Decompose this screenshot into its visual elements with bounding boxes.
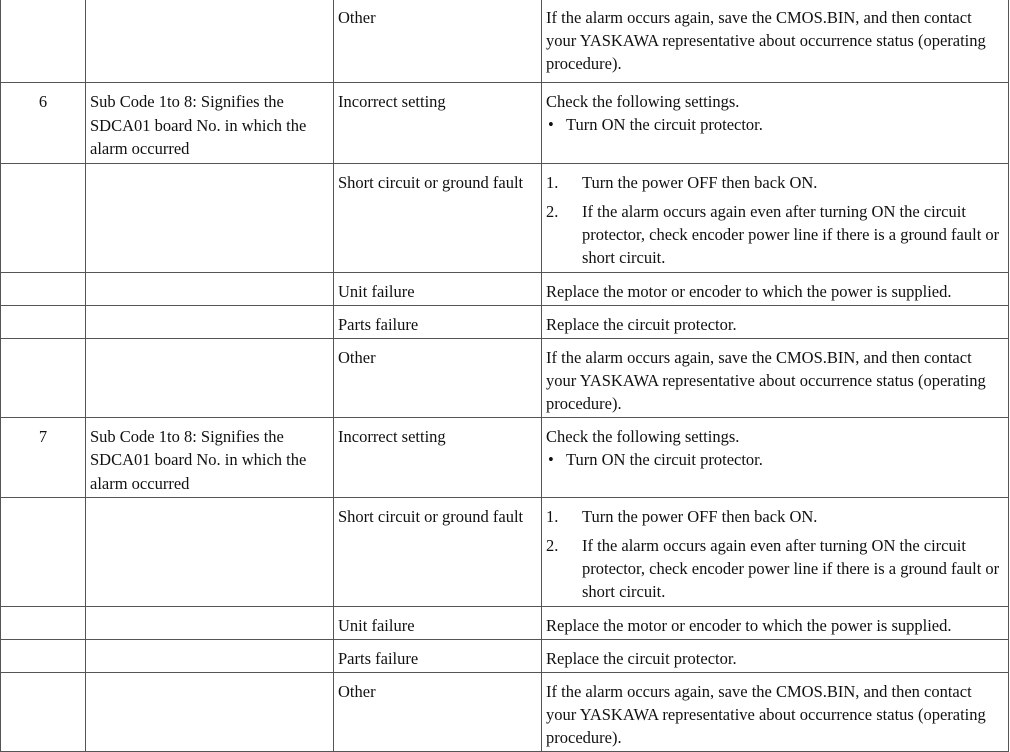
bullet-mark: • (548, 449, 554, 469)
numbered-steps (546, 171, 1004, 269)
sub-code-cell (86, 163, 334, 272)
bullet-item: • Turn ON the circuit protector. (548, 449, 763, 469)
remedy-cell: Replace the circuit protector. (542, 640, 1009, 673)
bullet-mark: • (548, 115, 554, 134)
numbered-steps (546, 505, 1004, 603)
cause-cell: Parts failure (334, 305, 542, 338)
alarm-number-cell (1, 163, 86, 272)
sub-code-cell (86, 607, 334, 640)
sub-code-cell: Sub Code 1to 8: Signifies the SDCA01 board No. in which the alarm occurred (86, 417, 334, 498)
remedy-cell: Replace the motor or encoder to which the power is supplied. (542, 607, 1009, 640)
table-row (1, 498, 1009, 607)
sub-code-cell (86, 640, 334, 673)
sub-code-cell (86, 338, 334, 417)
remedy-cell: Check the following settings. • Turn ON the circuit protector. (542, 83, 1009, 164)
sub-code-cell: Sub Code 1to 8: Signifies the SDCA01 board No. in which the alarm occurred (86, 83, 334, 164)
remedy-cell: Replace the circuit protector. (542, 305, 1009, 338)
table-row (1, 673, 1009, 752)
table-row (1, 0, 1009, 83)
sub-code-cell (86, 272, 334, 305)
remedy-cell (542, 498, 1009, 607)
alarm-number-cell (1, 305, 86, 338)
alarm-number-cell (1, 640, 86, 673)
table-row (1, 417, 1009, 498)
cause-cell: Short circuit or ground fault (334, 498, 542, 607)
table-row (1, 163, 1009, 272)
remedy-cell: If the alarm occurs again, save the CMOS.BIN, and then contact your YASKAWA representative about occurrence status (operating procedure). (542, 0, 1009, 83)
table-row (1, 607, 1009, 640)
step-item: 2. If the alarm occurs again even after turning ON the circuit protector, check encoder power line if there is a ground fault or short circuit. (546, 536, 1000, 601)
table-row (1, 305, 1009, 338)
alarm-number-cell (1, 498, 86, 607)
sub-code-cell (86, 673, 334, 752)
remedy-cell: Check the following settings. • Turn ON the circuit protector. (542, 417, 1009, 498)
alarm-number-cell (1, 272, 86, 305)
remedy-cell: Replace the motor or encoder to which the power is supplied. (542, 272, 1009, 305)
step-item: 2. If the alarm occurs again even after turning ON the circuit protector, check encoder power line if there is a ground fault or short circuit. (546, 201, 1000, 267)
alarm-number-cell (1, 673, 86, 752)
remedy-cell: If the alarm occurs again, save the CMOS.BIN, and then contact your YASKAWA representative about occurrence status (operating procedure). (542, 673, 1009, 752)
bullet-item: • Turn ON the circuit protector. (548, 115, 763, 134)
sub-code-cell (86, 0, 334, 83)
alarm-number-cell (1, 0, 86, 83)
cause-cell: Incorrect setting (334, 417, 542, 498)
sub-code-cell (86, 305, 334, 338)
cause-cell: Parts failure (334, 640, 542, 673)
cause-cell: Other (334, 0, 542, 83)
table-row (1, 272, 1009, 305)
alarm-number-cell (1, 338, 86, 417)
cause-cell: Unit failure (334, 272, 542, 305)
table-row (1, 83, 1009, 164)
table-row (1, 640, 1009, 673)
remedy-cell: If the alarm occurs again, save the CMOS.BIN, and then contact your YASKAWA representative about occurrence status (operating procedure). (542, 338, 1009, 417)
step-item: 1. Turn the power OFF then back ON. (546, 172, 818, 192)
cause-cell: Unit failure (334, 607, 542, 640)
sub-code-cell (86, 498, 334, 607)
table-row (1, 338, 1009, 417)
cause-cell: Short circuit or ground fault (334, 163, 542, 272)
cause-cell: Other (334, 338, 542, 417)
alarm-number-cell: 7 (1, 417, 86, 498)
alarm-number-cell: 6 (1, 83, 86, 164)
alarm-number-cell (1, 607, 86, 640)
cause-cell: Other (334, 673, 542, 752)
cause-cell: Incorrect setting (334, 83, 542, 164)
step-item: 1. Turn the power OFF then back ON. (546, 507, 818, 526)
remedy-cell (542, 163, 1009, 272)
